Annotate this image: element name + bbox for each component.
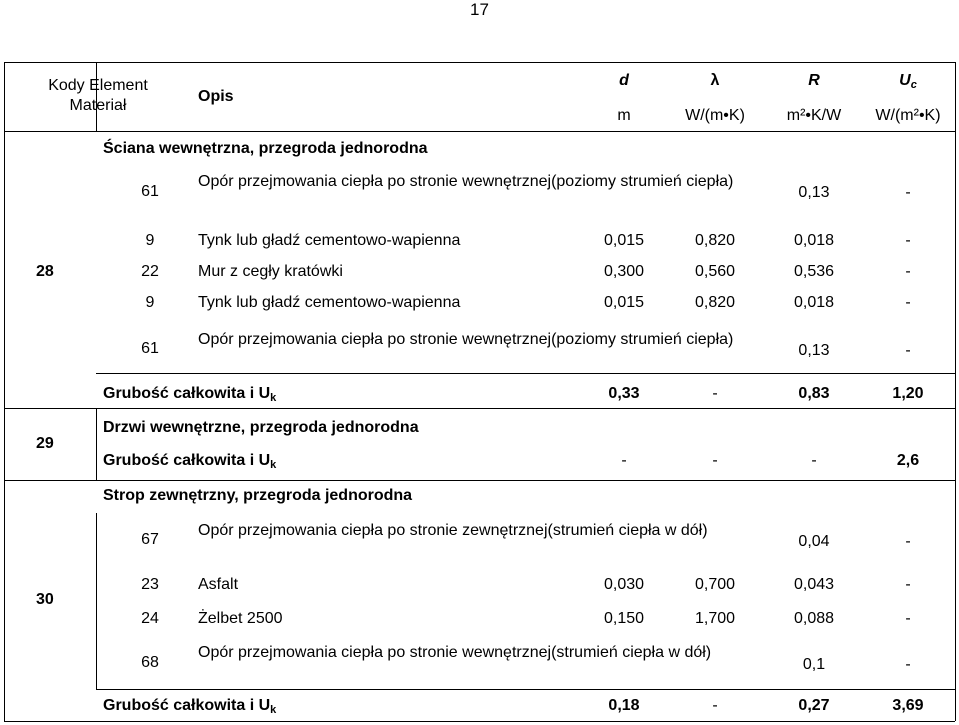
header-bottom-line	[4, 131, 955, 132]
row-r: 0,088	[793, 610, 835, 627]
row-code: 68	[141, 654, 159, 671]
section-30-total-line	[96, 689, 955, 690]
row-lambda: 0,700	[694, 576, 736, 593]
total-lambda: -	[712, 452, 718, 469]
row-code: 67	[141, 531, 159, 548]
row-d: 0,030	[603, 576, 645, 593]
section-code: 30	[36, 591, 54, 608]
row-description: Tynk lub gładź cementowo-wapienna	[198, 294, 461, 311]
row-u: -	[905, 610, 911, 627]
section-code: 28	[36, 263, 54, 280]
row-r: 0,13	[798, 342, 830, 359]
row-description: Tynk lub gładź cementowo-wapienna	[198, 232, 461, 249]
row-u: -	[905, 342, 911, 359]
total-lambda: -	[712, 697, 718, 714]
row-lambda: 1,700	[694, 610, 736, 627]
row-lambda: 0,820	[694, 232, 736, 249]
section-30-divider	[96, 513, 97, 689]
row-code: 61	[141, 340, 159, 357]
row-r: 0,018	[793, 294, 835, 311]
row-d: 0,300	[603, 263, 645, 280]
total-r: -	[811, 452, 817, 469]
total-u: 3,69	[892, 697, 924, 714]
row-lambda: 0,560	[694, 263, 736, 280]
row-description: Opór przejmowania ciepła po stronie wewnętrznej(poziomy strumień ciepła)	[198, 173, 734, 190]
row-description: Żelbet 2500	[198, 610, 283, 627]
row-u: -	[905, 184, 911, 201]
table-border-bottom	[4, 721, 955, 722]
row-r: 0,13	[798, 184, 830, 201]
header-unit-lambda: W/(m•K)	[685, 107, 745, 124]
section-29-bottom	[4, 480, 955, 481]
row-description: Asfalt	[198, 576, 239, 593]
row-d: 0,150	[603, 610, 645, 627]
total-lambda: -	[712, 385, 718, 402]
row-code: 24	[141, 610, 159, 627]
header-symbol-lambda: λ	[710, 72, 720, 89]
total-u: 1,20	[892, 385, 924, 402]
page-number: 17	[470, 0, 489, 19]
row-d: 0,015	[603, 294, 645, 311]
row-u: -	[905, 263, 911, 280]
total-label: Grubość całkowita i $U_k$	[103, 452, 277, 471]
total-d: 0,18	[608, 697, 640, 714]
row-code: 9	[145, 232, 155, 249]
row-description: Mur z cegły kratówki	[198, 263, 343, 280]
row-r: 0,043	[793, 576, 835, 593]
row-u: -	[905, 294, 911, 311]
total-d: 0,33	[608, 385, 640, 402]
header-opis: Opis	[198, 88, 234, 105]
header-unit-d: m	[617, 107, 631, 124]
total-label: Grubość całkowita i $U_k$	[103, 697, 277, 716]
row-code: 61	[141, 183, 159, 200]
row-r: 0,1	[802, 656, 826, 673]
total-label: Grubość całkowita i $U_k$	[103, 385, 277, 404]
row-code: 22	[141, 263, 159, 280]
header-symbol-d: d	[619, 72, 629, 89]
row-u: -	[905, 656, 911, 673]
section-title: Strop zewnętrzny, przegroda jednorodna	[103, 487, 413, 504]
section-title: Drzwi wewnętrzne, przegroda jednorodna	[103, 419, 419, 436]
header-codes: Kody Element Materiał	[48, 77, 148, 114]
header-unit-r: m²•K/W	[786, 107, 842, 124]
total-u: 2,6	[896, 452, 920, 469]
header-symbol-u: $U_c$	[899, 72, 917, 91]
total-r: 0,83	[798, 385, 830, 402]
section-29-divider	[96, 408, 97, 480]
section-28-total-line	[96, 373, 955, 374]
total-r: 0,27	[798, 697, 830, 714]
row-code: 23	[141, 576, 159, 593]
header-symbol-r: R	[808, 72, 820, 89]
row-d: 0,015	[603, 232, 645, 249]
row-description: Opór przejmowania ciepła po stronie wewnętrznej(poziomy strumień ciepła)	[198, 331, 734, 348]
table-border-left	[4, 62, 5, 721]
row-r: 0,018	[793, 232, 835, 249]
table-border-right	[955, 62, 956, 721]
row-description: Opór przejmowania ciepła po stronie wewnętrznej(strumień ciepła w dół)	[198, 644, 712, 661]
section-title: Ściana wewnętrzna, przegroda jednorodna	[103, 140, 428, 157]
section-28-bottom	[4, 408, 955, 409]
row-code: 9	[145, 294, 155, 311]
row-description: Opór przejmowania ciepła po stronie zewnętrznej(strumień ciepła w dół)	[198, 522, 708, 539]
section-code: 29	[36, 435, 54, 452]
row-lambda: 0,820	[694, 294, 736, 311]
row-r: 0,536	[793, 263, 835, 280]
row-u: -	[905, 576, 911, 593]
header-unit-u: W/(m²•K)	[875, 107, 941, 124]
row-u: -	[905, 232, 911, 249]
row-u: -	[905, 533, 911, 550]
total-d: -	[621, 452, 627, 469]
row-r: 0,04	[798, 533, 830, 550]
table-border-top	[4, 62, 955, 63]
